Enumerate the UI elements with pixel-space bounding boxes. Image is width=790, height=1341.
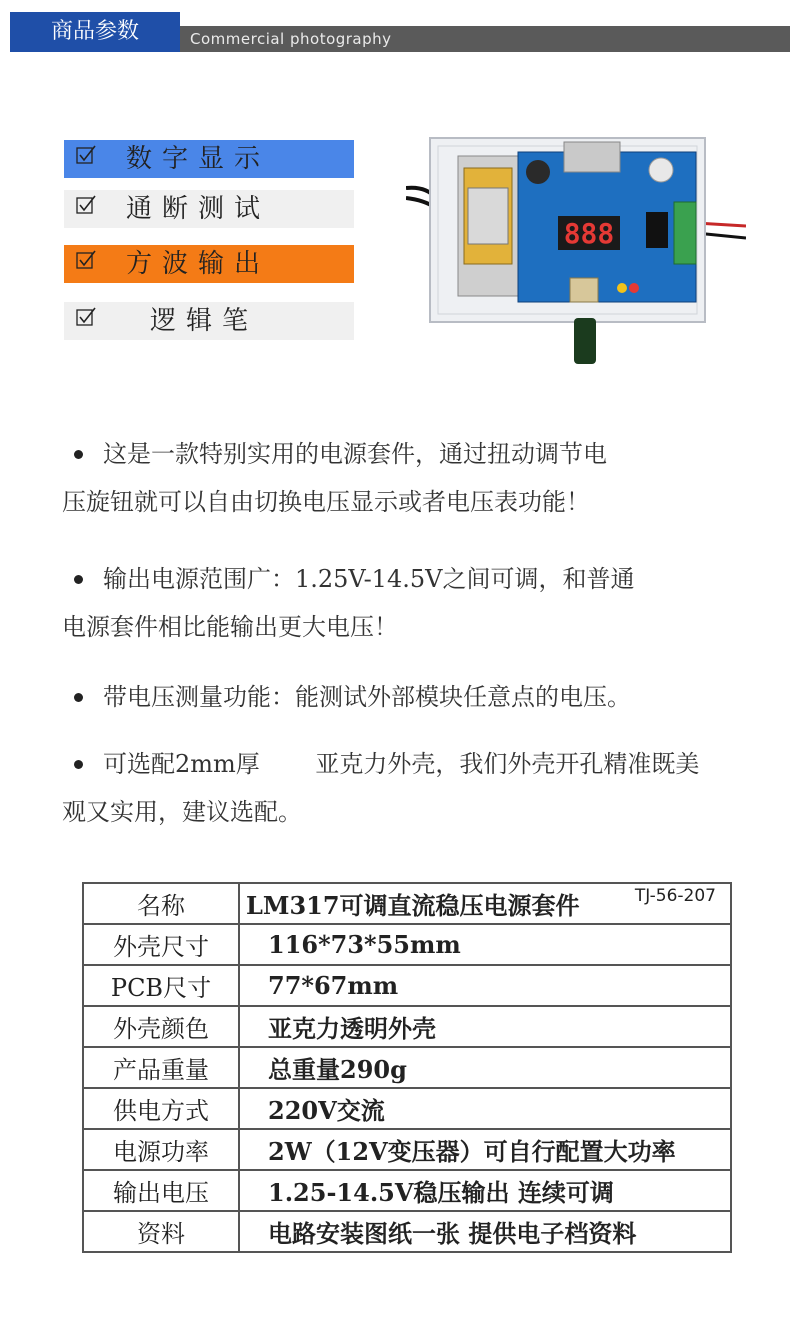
spec-value: 2W（12V变压器）可自行配置大功率 — [239, 1129, 731, 1170]
feature-label: 数字显示 — [126, 144, 271, 174]
display-reading: 888 — [563, 217, 615, 250]
bullet-line: 电源套件相比能输出更大电压！ — [62, 613, 398, 641]
table-row — [83, 965, 731, 1006]
product-image — [406, 128, 746, 368]
bullet-line: 带电压测量功能：能测试外部模块任意点的电压。 — [103, 683, 631, 711]
spec-value: 总重量290g — [239, 1047, 731, 1088]
feature-logic-pen — [64, 302, 354, 340]
spec-key: 产品重量 — [83, 1047, 239, 1088]
feature-label: 通断测试 — [126, 194, 271, 224]
section-title: 商品参数 — [10, 12, 180, 52]
spec-value: 电路安装图纸一张 提供电子档资料 — [239, 1211, 731, 1252]
table-row — [83, 1129, 731, 1170]
spec-value: 77*67mm — [239, 965, 731, 1006]
spec-key: 供电方式 — [83, 1088, 239, 1129]
spec-key: 资料 — [83, 1211, 239, 1252]
table-row — [83, 924, 731, 965]
spec-value: 220V交流 — [239, 1088, 731, 1129]
spec-key: 输出电压 — [83, 1170, 239, 1211]
bullet-paragraph — [62, 740, 762, 836]
bullet-line: 这是一款特别实用的电源套件，通过扭动调节电 — [103, 440, 607, 468]
spec-key: 外壳尺寸 — [83, 924, 239, 965]
bullet-line: 压旋钮就可以自由切换电压显示或者电压表功能！ — [62, 488, 590, 516]
checkbox-checked-icon — [76, 195, 96, 215]
bullet-paragraph — [62, 673, 762, 721]
table-row — [83, 883, 731, 924]
model-code: TJ-56-207 — [634, 886, 716, 906]
spec-value: LM317可调直流稳压电源套件 — [246, 891, 580, 920]
table-row — [83, 1211, 731, 1252]
bullet-line: 输出电源范围广：1.25V-14.5V之间可调，和普通 — [103, 565, 635, 593]
spec-value-cell — [239, 883, 731, 924]
feature-square-wave — [64, 245, 354, 283]
bullet-icon — [74, 693, 83, 702]
bullet-icon — [74, 450, 83, 459]
feature-label: 方波输出 — [126, 249, 271, 279]
spec-key: 外壳颜色 — [83, 1006, 239, 1047]
bullet-icon — [74, 575, 83, 584]
bullet-paragraph — [62, 430, 762, 526]
bullet-line: 可选配2mm厚 亚克力外壳，我们外壳开孔精准既美 — [103, 750, 700, 778]
checkbox-checked-icon — [76, 145, 96, 165]
checkbox-checked-icon — [76, 250, 96, 270]
feature-continuity-test — [64, 190, 354, 228]
spec-key: 名称 — [83, 883, 239, 924]
spec-value: 亚克力透明外壳 — [239, 1006, 731, 1047]
bullet-paragraph — [62, 555, 762, 651]
section-header — [0, 12, 790, 52]
table-row — [83, 1006, 731, 1047]
spec-value: 1.25-14.5V稳压输出 连续可调 — [239, 1170, 731, 1211]
feature-digital-display — [64, 140, 354, 178]
spec-table — [82, 882, 732, 1253]
spec-key: PCB尺寸 — [83, 965, 239, 1006]
checkbox-checked-icon — [76, 307, 96, 327]
spec-key: 电源功率 — [83, 1129, 239, 1170]
table-row — [83, 1047, 731, 1088]
bullet-icon — [74, 760, 83, 769]
bullet-line: 观又实用，建议选配。 — [62, 798, 302, 826]
table-row — [83, 1088, 731, 1129]
spec-value: 116*73*55mm — [239, 924, 731, 965]
section-subtitle: Commercial photography — [180, 26, 790, 52]
feature-label: 逻辑笔 — [150, 306, 259, 336]
table-row — [83, 1170, 731, 1211]
